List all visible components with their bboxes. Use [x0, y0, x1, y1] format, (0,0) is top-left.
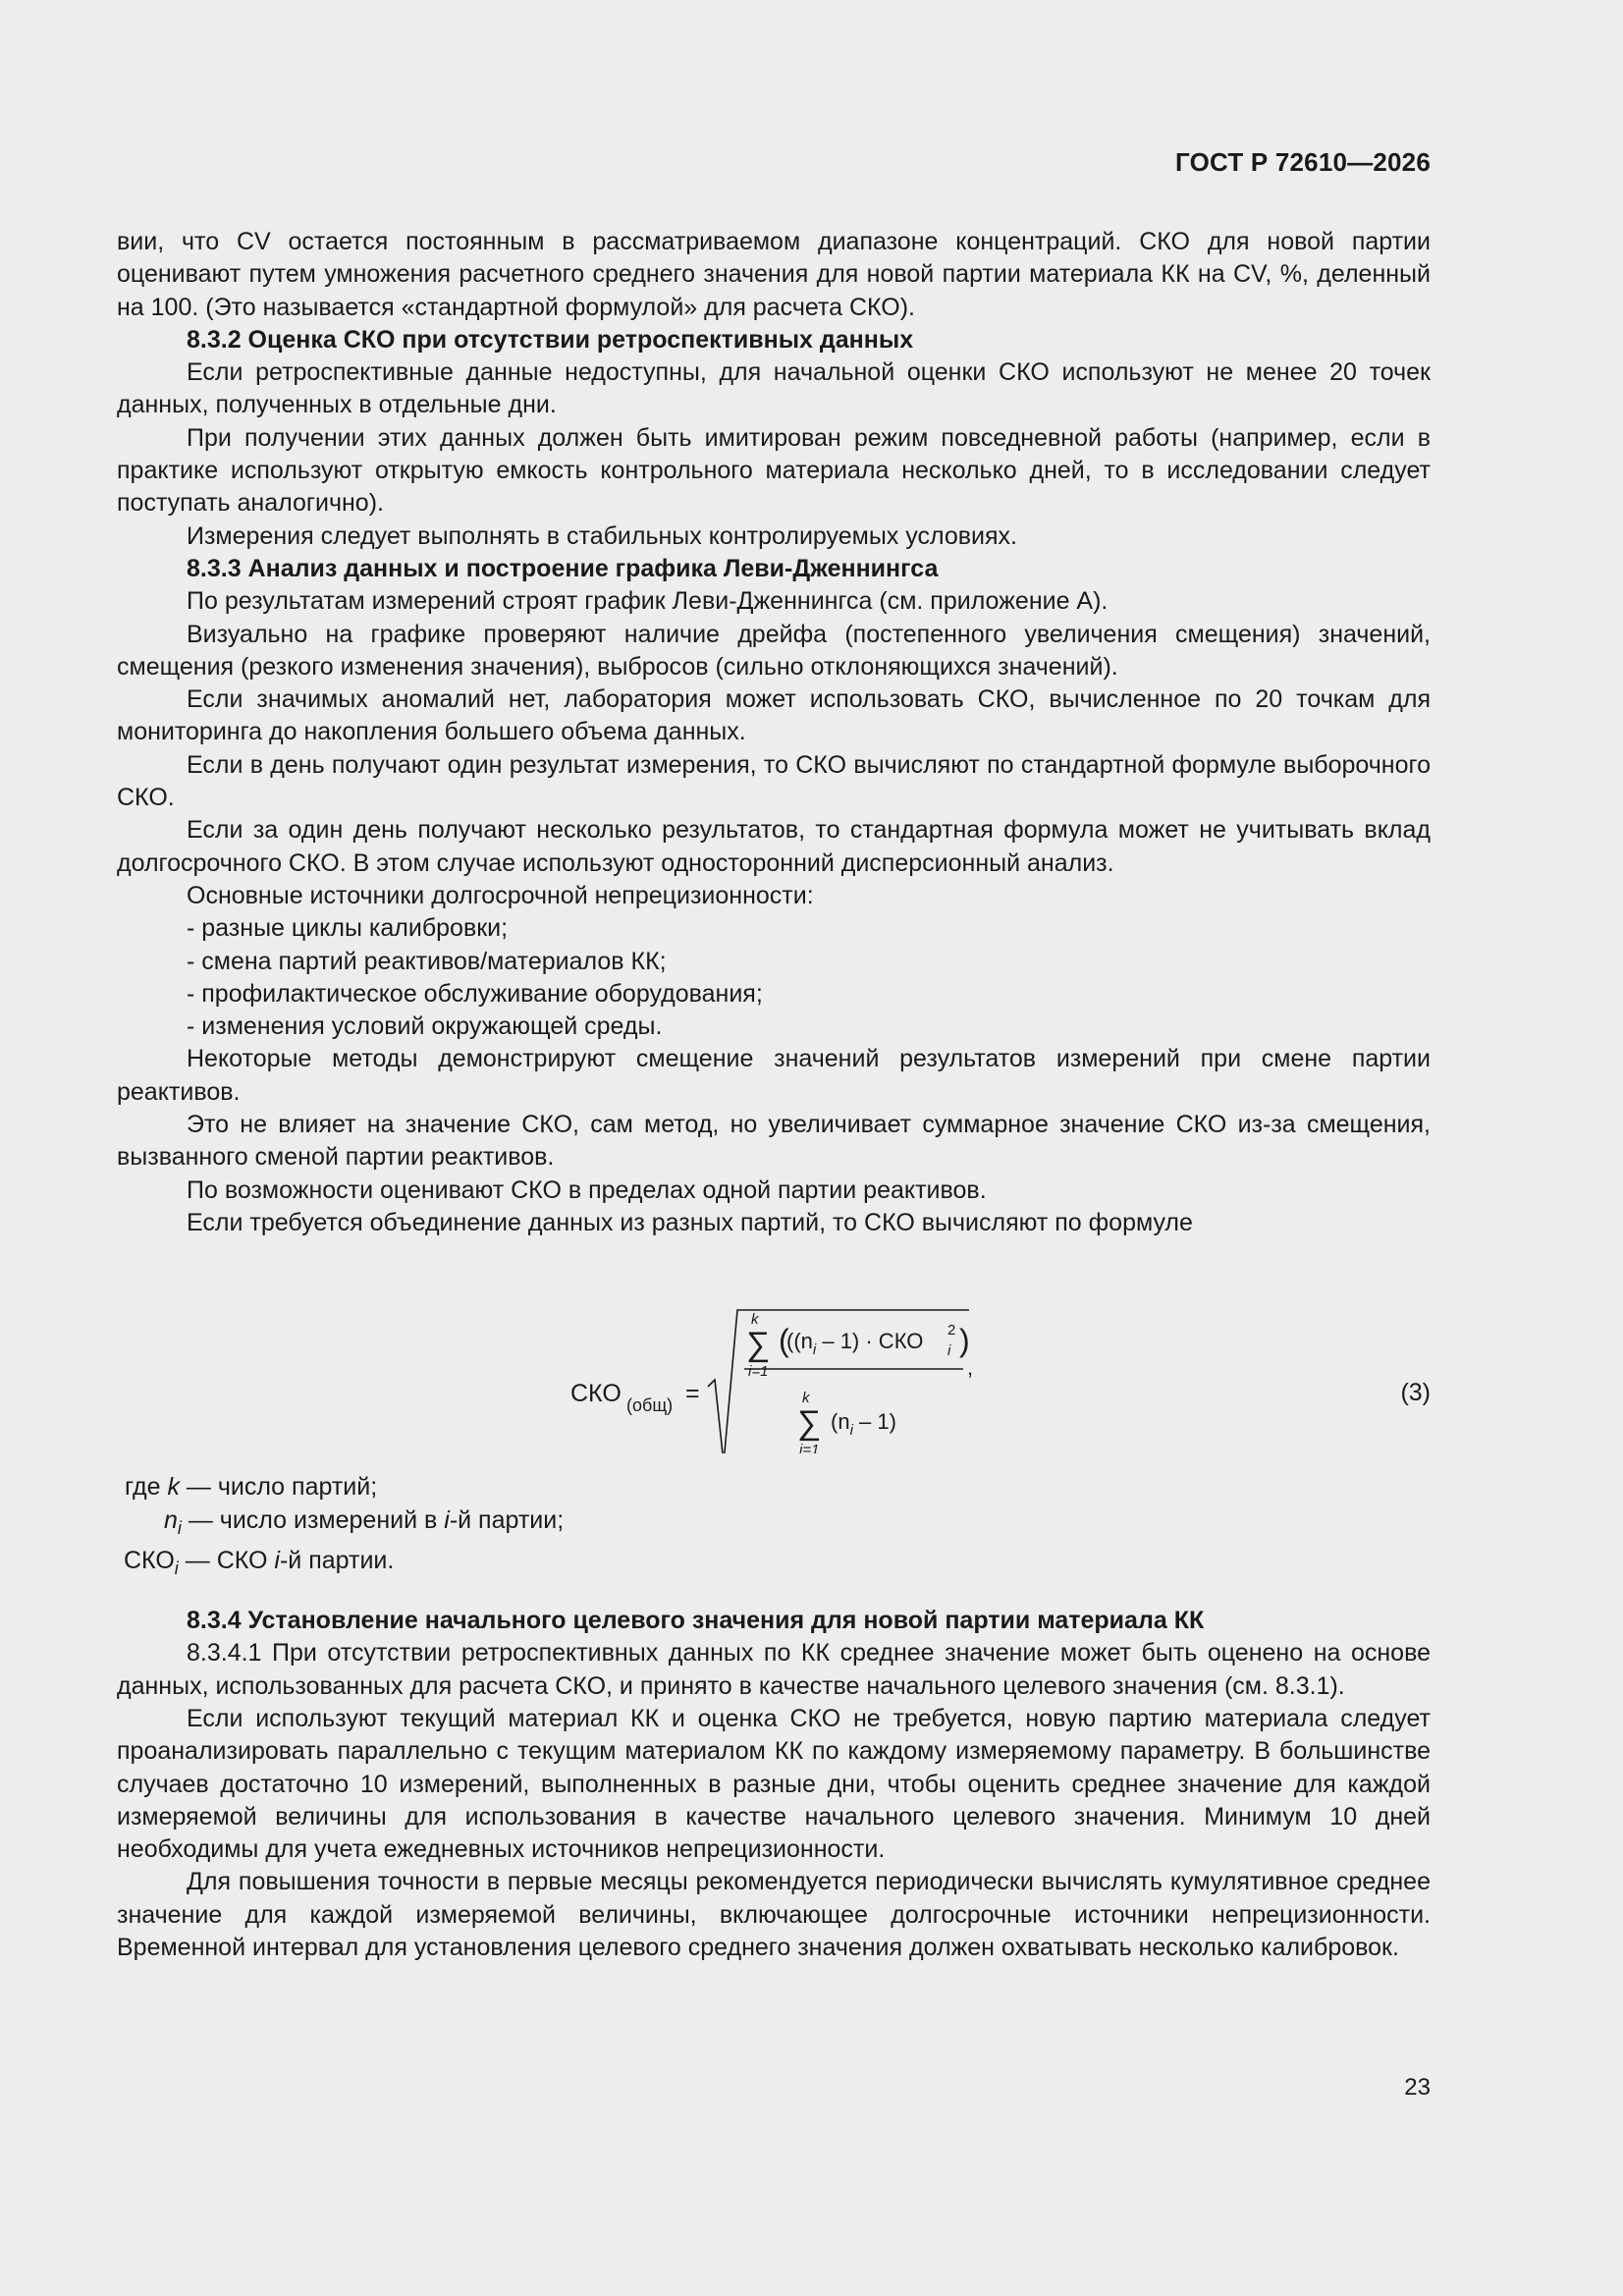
document-header-id: ГОСТ Р 72610—2026 — [1175, 147, 1431, 177]
list-item: - смена партий реактивов/материалов КК; — [187, 947, 667, 975]
paragraph: Для повышения точности в первые месяцы рекомендуется периодически вычислять кумулятивное среднее значение для каждой измеряемой величины, включающее долгосрочные источники непрецизионности. Временной интервал для установления целевого среднего значения должен охватывать несколько калибровок. — [117, 1868, 1431, 1962]
num-sum-top: k — [751, 1311, 759, 1329]
formula-3 — [117, 1239, 1431, 1453]
paragraph: Измерения следует выполнять в стабильных контролируемых условиях. — [187, 521, 1017, 550]
paragraph: Если используют текущий материал КК и оценка СКО не требуется, новую партию материала следует проанализировать параллельно с текущим материалом КК по каждому измеряемому параметру. В большинстве случаев достаточно 10 измерений, выполненных в разные дни, чтобы оценить среднее значение для каждой измеряемой величины для использования в качестве начального целевого значения. Минимум 10 дней необходимы для учета ежедневных источников непрецизионности. — [117, 1704, 1431, 1864]
legend-sko-i: $СКО_i$ — СКО i-й партии. — [124, 1546, 395, 1578]
paragraph: При получении этих данных должен быть имитирован режим повседневной работы (например, если в практике используют открытую емкость контрольного материала несколько дней, то в исследовании следует поступать аналогично). — [117, 423, 1431, 518]
paragraph: Если в день получают один результат измерения, то СКО вычисляют по стандартной формуле выборочного СКО. — [117, 750, 1431, 812]
num-sum-bottom: i=1 — [748, 1363, 769, 1381]
paragraph: По возможности оценивают СКО в пределах одной партии реактивов. — [187, 1175, 987, 1204]
formula-comma: , — [967, 1355, 974, 1381]
num-big-paren-close: ) — [959, 1323, 970, 1359]
paragraphs-section-a — [117, 226, 1431, 1239]
section-heading: 8.3.4 Установление начального целевого значения для новой партии материала КК — [187, 1607, 1205, 1635]
formula-svg — [117, 1239, 1431, 1453]
num-sub: i — [947, 1342, 951, 1360]
paragraph: Визуально на графике проверяют наличие дрейфа (постепенного увеличения смещения) значений, смещения (резкого изменения значения), выбросов (сильно отклоняющихся значений). — [117, 620, 1431, 681]
paragraph: Основные источники долгосрочной непрецизионности: — [187, 881, 814, 909]
formula-lhs-sub: (общ) — [626, 1395, 674, 1416]
paragraph: Если значимых аномалий нет, лаборатория может использовать СКО, вычисленное по 20 точкам для мониторинга до накопления большего объема данных. — [117, 685, 1431, 746]
list-item: - изменения условий окружающей среды. — [187, 1012, 663, 1041]
paragraph: Если требуется объединение данных из разных партий, то СКО вычисляют по формуле — [187, 1208, 1193, 1236]
legend-ni: $n_i$ — число измерений в i-й партии; — [164, 1505, 565, 1538]
den-term: $(n_i - 1)$ — [831, 1409, 896, 1440]
list-item: - профилактическое обслуживание оборудования; — [187, 979, 763, 1008]
section-heading: 8.3.2 Оценка СКО при отсутствии ретроспективных данных — [187, 325, 914, 354]
num-sigma: ∑ — [746, 1326, 771, 1364]
paragraph: Это не влияет на значение СКО, сам метод, но увеличивает суммарное значение СКО из-за смещения, вызванного сменой партии реактивов. — [117, 1111, 1431, 1172]
den-sum-top: k — [802, 1390, 810, 1407]
paragraph: Если ретроспективные данные недоступны, для начальной оценки СКО используют не менее 20 точек данных, полученных в отдельные дни. — [117, 358, 1431, 419]
num-term: ($(n_i - 1)$ · СКО — [786, 1329, 924, 1359]
formula-lhs: СКО — [570, 1380, 622, 1408]
paragraph: вии, что CV остается постоянным в рассматриваемом диапазоне концентраций. СКО для новой партии оценивают путем умножения расчетного среднего значения для новой партии материала КК на CV, %, деленный на 100. (Это называется «стандартной формулой» для расчета СКО). — [117, 228, 1431, 321]
paragraph: 8.3.4.1 При отсутствии ретроспективных данных по КК среднее значение может быть оценено на основе данных, использованных для расчета СКО, и принято в качестве начального целевого значения (см. 8.3.1). — [117, 1639, 1431, 1700]
legend-k: где k — число партий; — [125, 1473, 378, 1502]
paragraph: Некоторые методы демонстрируют смещение значений результатов измерений при смене партии реактивов. — [117, 1045, 1431, 1106]
document-body — [117, 226, 1431, 1964]
paragraph: По результатам измерений строят график Леви-Дженнингса (см. приложение А). — [187, 587, 1109, 616]
list-item: - разные циклы калибровки; — [187, 914, 509, 943]
den-sigma: ∑ — [797, 1404, 822, 1443]
paragraphs-section-b — [117, 1605, 1431, 1964]
equation-number: (3) — [1400, 1379, 1431, 1407]
section-heading: 8.3.3 Анализ данных и построение графика Леви-Дженнингса — [187, 554, 939, 582]
num-sup: 2 — [947, 1322, 956, 1339]
paragraph: Если за один день получают несколько результатов, то стандартная формула может не учитывать вклад долгосрочного СКО. В этом случае используют односторонний дисперсионный анализ. — [117, 816, 1431, 877]
page-number: 23 — [1404, 2074, 1431, 2101]
den-sum-bottom: i=1 — [799, 1442, 820, 1454]
formula-eq: = — [685, 1380, 700, 1408]
formula-legend — [117, 1471, 1431, 1585]
num-big-paren-open: ( — [779, 1323, 789, 1359]
